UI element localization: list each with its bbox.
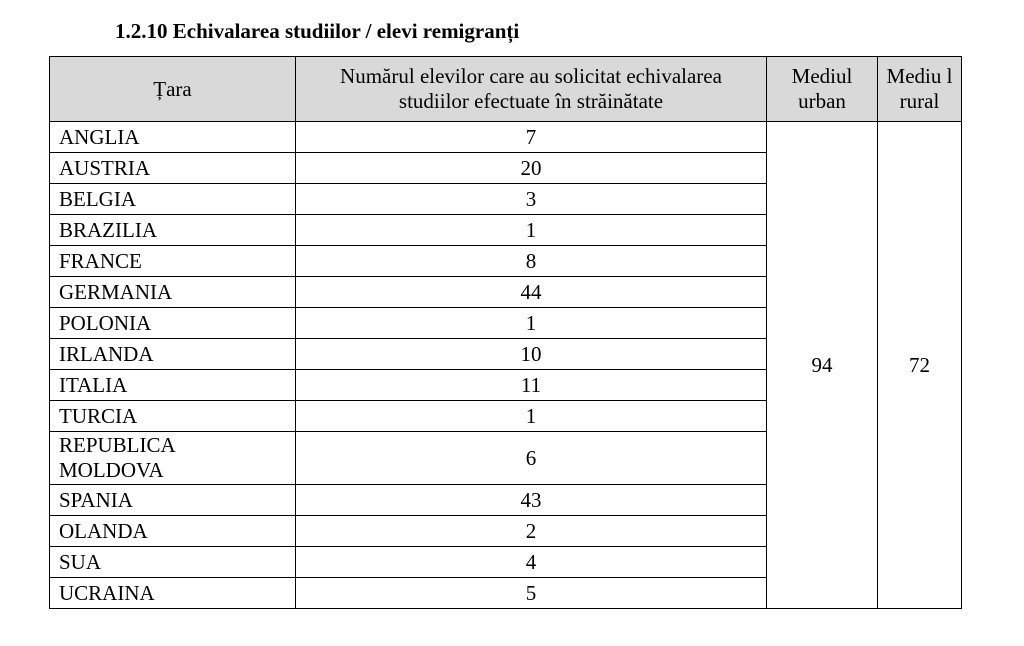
urban-total-cell: 94: [767, 122, 878, 609]
country-cell: ITALIA: [50, 370, 296, 401]
remigrant-students-table: [49, 56, 962, 609]
country-cell: REPUBLICA MOLDOVA: [50, 432, 296, 485]
country-cell: UCRAINA: [50, 578, 296, 609]
header-rural: Mediu l rural: [878, 57, 962, 122]
count-cell: 11: [296, 370, 767, 401]
header-students-count: Numărul elevilor care au solicitat echivalarea studiilor efectuate în străinătate: [296, 57, 767, 122]
count-cell: 1: [296, 401, 767, 432]
country-cell: SUA: [50, 547, 296, 578]
count-cell: 6: [296, 432, 767, 485]
count-cell: 7: [296, 122, 767, 153]
country-cell: BRAZILIA: [50, 215, 296, 246]
count-cell: 44: [296, 277, 767, 308]
country-cell: SPANIA: [50, 485, 296, 516]
count-cell: 1: [296, 215, 767, 246]
country-cell: IRLANDA: [50, 339, 296, 370]
country-cell: GERMANIA: [50, 277, 296, 308]
count-cell: 10: [296, 339, 767, 370]
section-heading: 1.2.10 Echivalarea studiilor / elevi remigranți: [115, 19, 520, 43]
header-urban: Mediul urban: [767, 57, 878, 122]
count-cell: 43: [296, 485, 767, 516]
count-cell: 8: [296, 246, 767, 277]
rural-total-cell: 72: [878, 122, 962, 609]
header-row: [50, 57, 962, 122]
header-country: Țara: [50, 57, 296, 122]
count-cell: 1: [296, 308, 767, 339]
count-cell: 20: [296, 153, 767, 184]
count-cell: 2: [296, 516, 767, 547]
country-cell: ANGLIA: [50, 122, 296, 153]
country-cell: BELGIA: [50, 184, 296, 215]
count-cell: 3: [296, 184, 767, 215]
country-cell: OLANDA: [50, 516, 296, 547]
country-cell: POLONIA: [50, 308, 296, 339]
country-cell: AUSTRIA: [50, 153, 296, 184]
count-cell: 4: [296, 547, 767, 578]
table-row: [50, 122, 962, 153]
country-cell: FRANCE: [50, 246, 296, 277]
country-cell: TURCIA: [50, 401, 296, 432]
count-cell: 5: [296, 578, 767, 609]
